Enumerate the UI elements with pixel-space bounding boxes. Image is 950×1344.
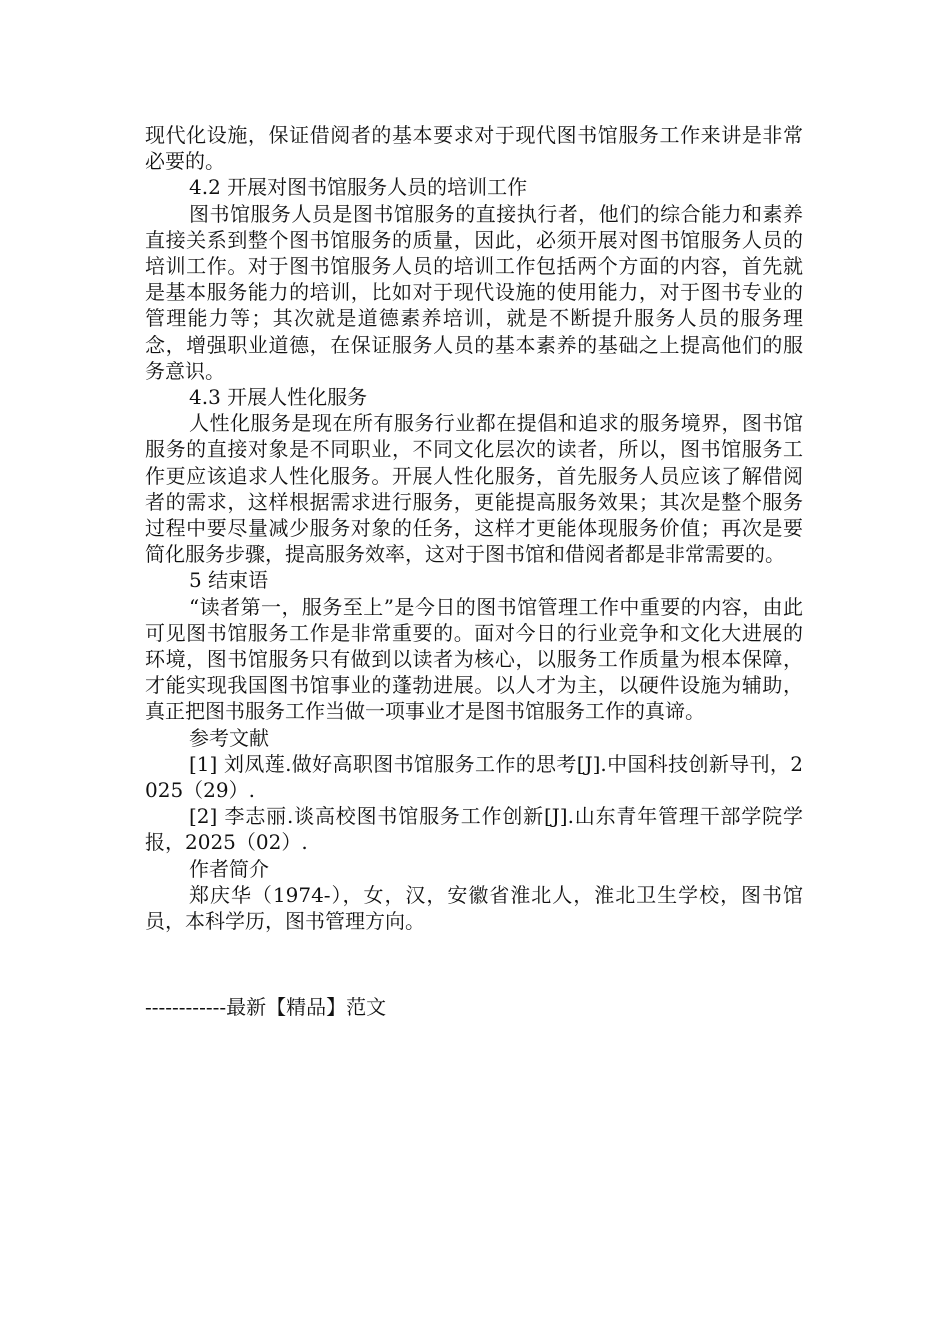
paragraph-continued: 现代化设施，保证借阅者的基本要求对于现代图书馆服务工作来讲是非常必要的。	[145, 123, 803, 174]
section-heading-4-2: 4.2 开展对图书馆服务人员的培训工作	[189, 175, 528, 200]
section-heading-4-3: 4.3 开展人性化服务	[189, 385, 368, 410]
paragraph-conclusion: “读者第一，服务至上”是今日的图书馆管理工作中重要的内容，由此可见图书馆服务工作是非常重要的。面对今日的行业竞争和文化大进展的环境，图书馆服务只有做到以读者为核心，以服务工作质量为根本保障，才能实现我国图书馆事业的蓬勃进展。以人才为主，以硬件设施为辅助，真正把图书服务工作当做一项事业才是图书馆服务工作的真谛。	[145, 594, 803, 724]
reference-item-2: [2] 李志丽.谈高校图书馆服务工作创新[J].山东青年管理干部学院学报，2025（02）.	[145, 804, 803, 855]
section-heading-conclusion: 5 结束语	[189, 568, 269, 593]
paragraph-humanized-service: 人性化服务是现在所有服务行业都在提倡和追求的服务境界，图书馆服务的直接对象是不同职业，不同文化层次的读者，所以，图书馆服务工作更应该追求人性化服务。开展人性化服务，首先服务人员应该了解借阅者的需求，这样根据需求进行服务，更能提高服务效果；其次是整个服务过程中要尽量减少服务对象的任务，这样才更能体现服务价值；再次是要简化服务步骤，提高服务效率，这对于图书馆和借阅者都是非常需要的。	[145, 411, 803, 567]
document-body	[145, 122, 803, 934]
references-heading: 参考文献	[189, 725, 269, 750]
author-bio-heading: 作者简介	[189, 856, 269, 881]
reference-item-1: [1] 刘凤莲.做好高职图书馆服务工作的思考[J].中国科技创新导刊，2025（29）.	[145, 751, 803, 803]
author-bio-text: 郑庆华（1974-），女，汉，安徽省淮北人，淮北卫生学校，图书馆员，本科学历，图书管理方向。	[145, 882, 803, 934]
page-footer: ------------最新【精品】范文	[145, 995, 387, 1019]
paragraph-training: 图书馆服务人员是图书馆服务的直接执行者，他们的综合能力和素养直接关系到整个图书馆服务的质量，因此，必须开展对图书馆服务人员的培训工作。对于图书馆服务人员的培训工作包括两个方面的内容，首先就是基本服务能力的培训，比如对于现代设施的使用能力，对于图书专业的管理能力等；其次就是道德素养培训，就是不断提升服务人员的服务理念，增强职业道德，在保证服务人员的基本素养的基础之上提高他们的服务意识。	[145, 201, 803, 383]
